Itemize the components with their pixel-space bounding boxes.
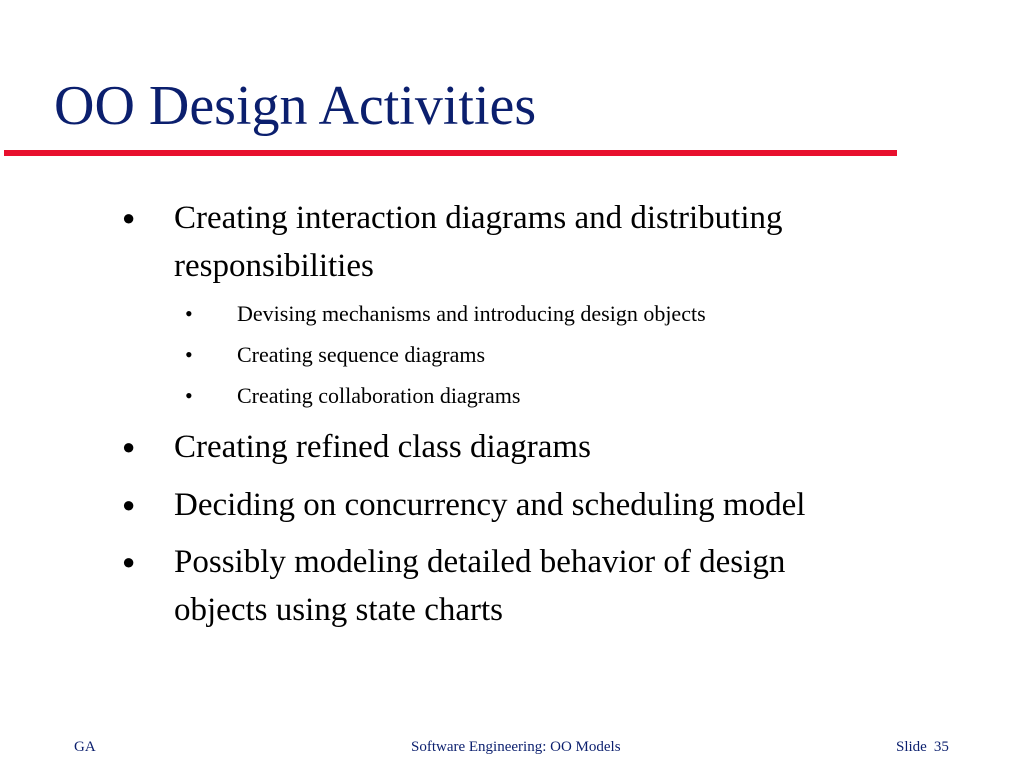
bullet-marker: ●: [122, 549, 136, 574]
slide-title: OO Design Activities: [54, 75, 537, 137]
bullet-text: responsibilities: [174, 248, 374, 284]
slide-number: 35: [933, 739, 949, 755]
sub-bullet-item: [185, 382, 521, 410]
bullet-text: objects using state charts: [174, 592, 504, 628]
sub-bullet-text: Creating sequence diagrams: [237, 342, 486, 367]
footer-slide-number: [896, 737, 949, 757]
bullet-item: [122, 197, 783, 239]
sub-bullet-marker: •: [185, 301, 193, 326]
bullet-text: Creating refined class diagrams: [174, 429, 591, 465]
bullet-item-continuation: [174, 589, 503, 631]
sub-bullet-item: [185, 300, 706, 328]
sub-bullet-item: [185, 341, 486, 369]
footer-author: GA: [74, 739, 96, 755]
footer-course-title: Software Engineering: OO Models: [411, 739, 621, 755]
sub-bullet-marker: •: [185, 383, 193, 408]
bullet-marker: ●: [122, 434, 136, 459]
bullet-item: [122, 426, 591, 468]
sub-bullet-text: Creating collaboration diagrams: [237, 383, 521, 408]
slide-label: Slide: [896, 739, 927, 755]
bullet-item: [122, 484, 806, 526]
bullet-text: Creating interaction diagrams and distributing: [174, 200, 783, 236]
bullet-marker: ●: [122, 205, 136, 230]
bullet-item: [122, 541, 786, 583]
bullet-marker: ●: [122, 492, 136, 517]
sub-bullet-marker: •: [185, 342, 193, 367]
bullet-item-continuation: [174, 245, 374, 287]
bullet-text: Possibly modeling detailed behavior of design: [174, 544, 786, 580]
bullet-text: Deciding on concurrency and scheduling model: [174, 487, 806, 523]
sub-bullet-text: Devising mechanisms and introducing design objects: [237, 301, 706, 326]
